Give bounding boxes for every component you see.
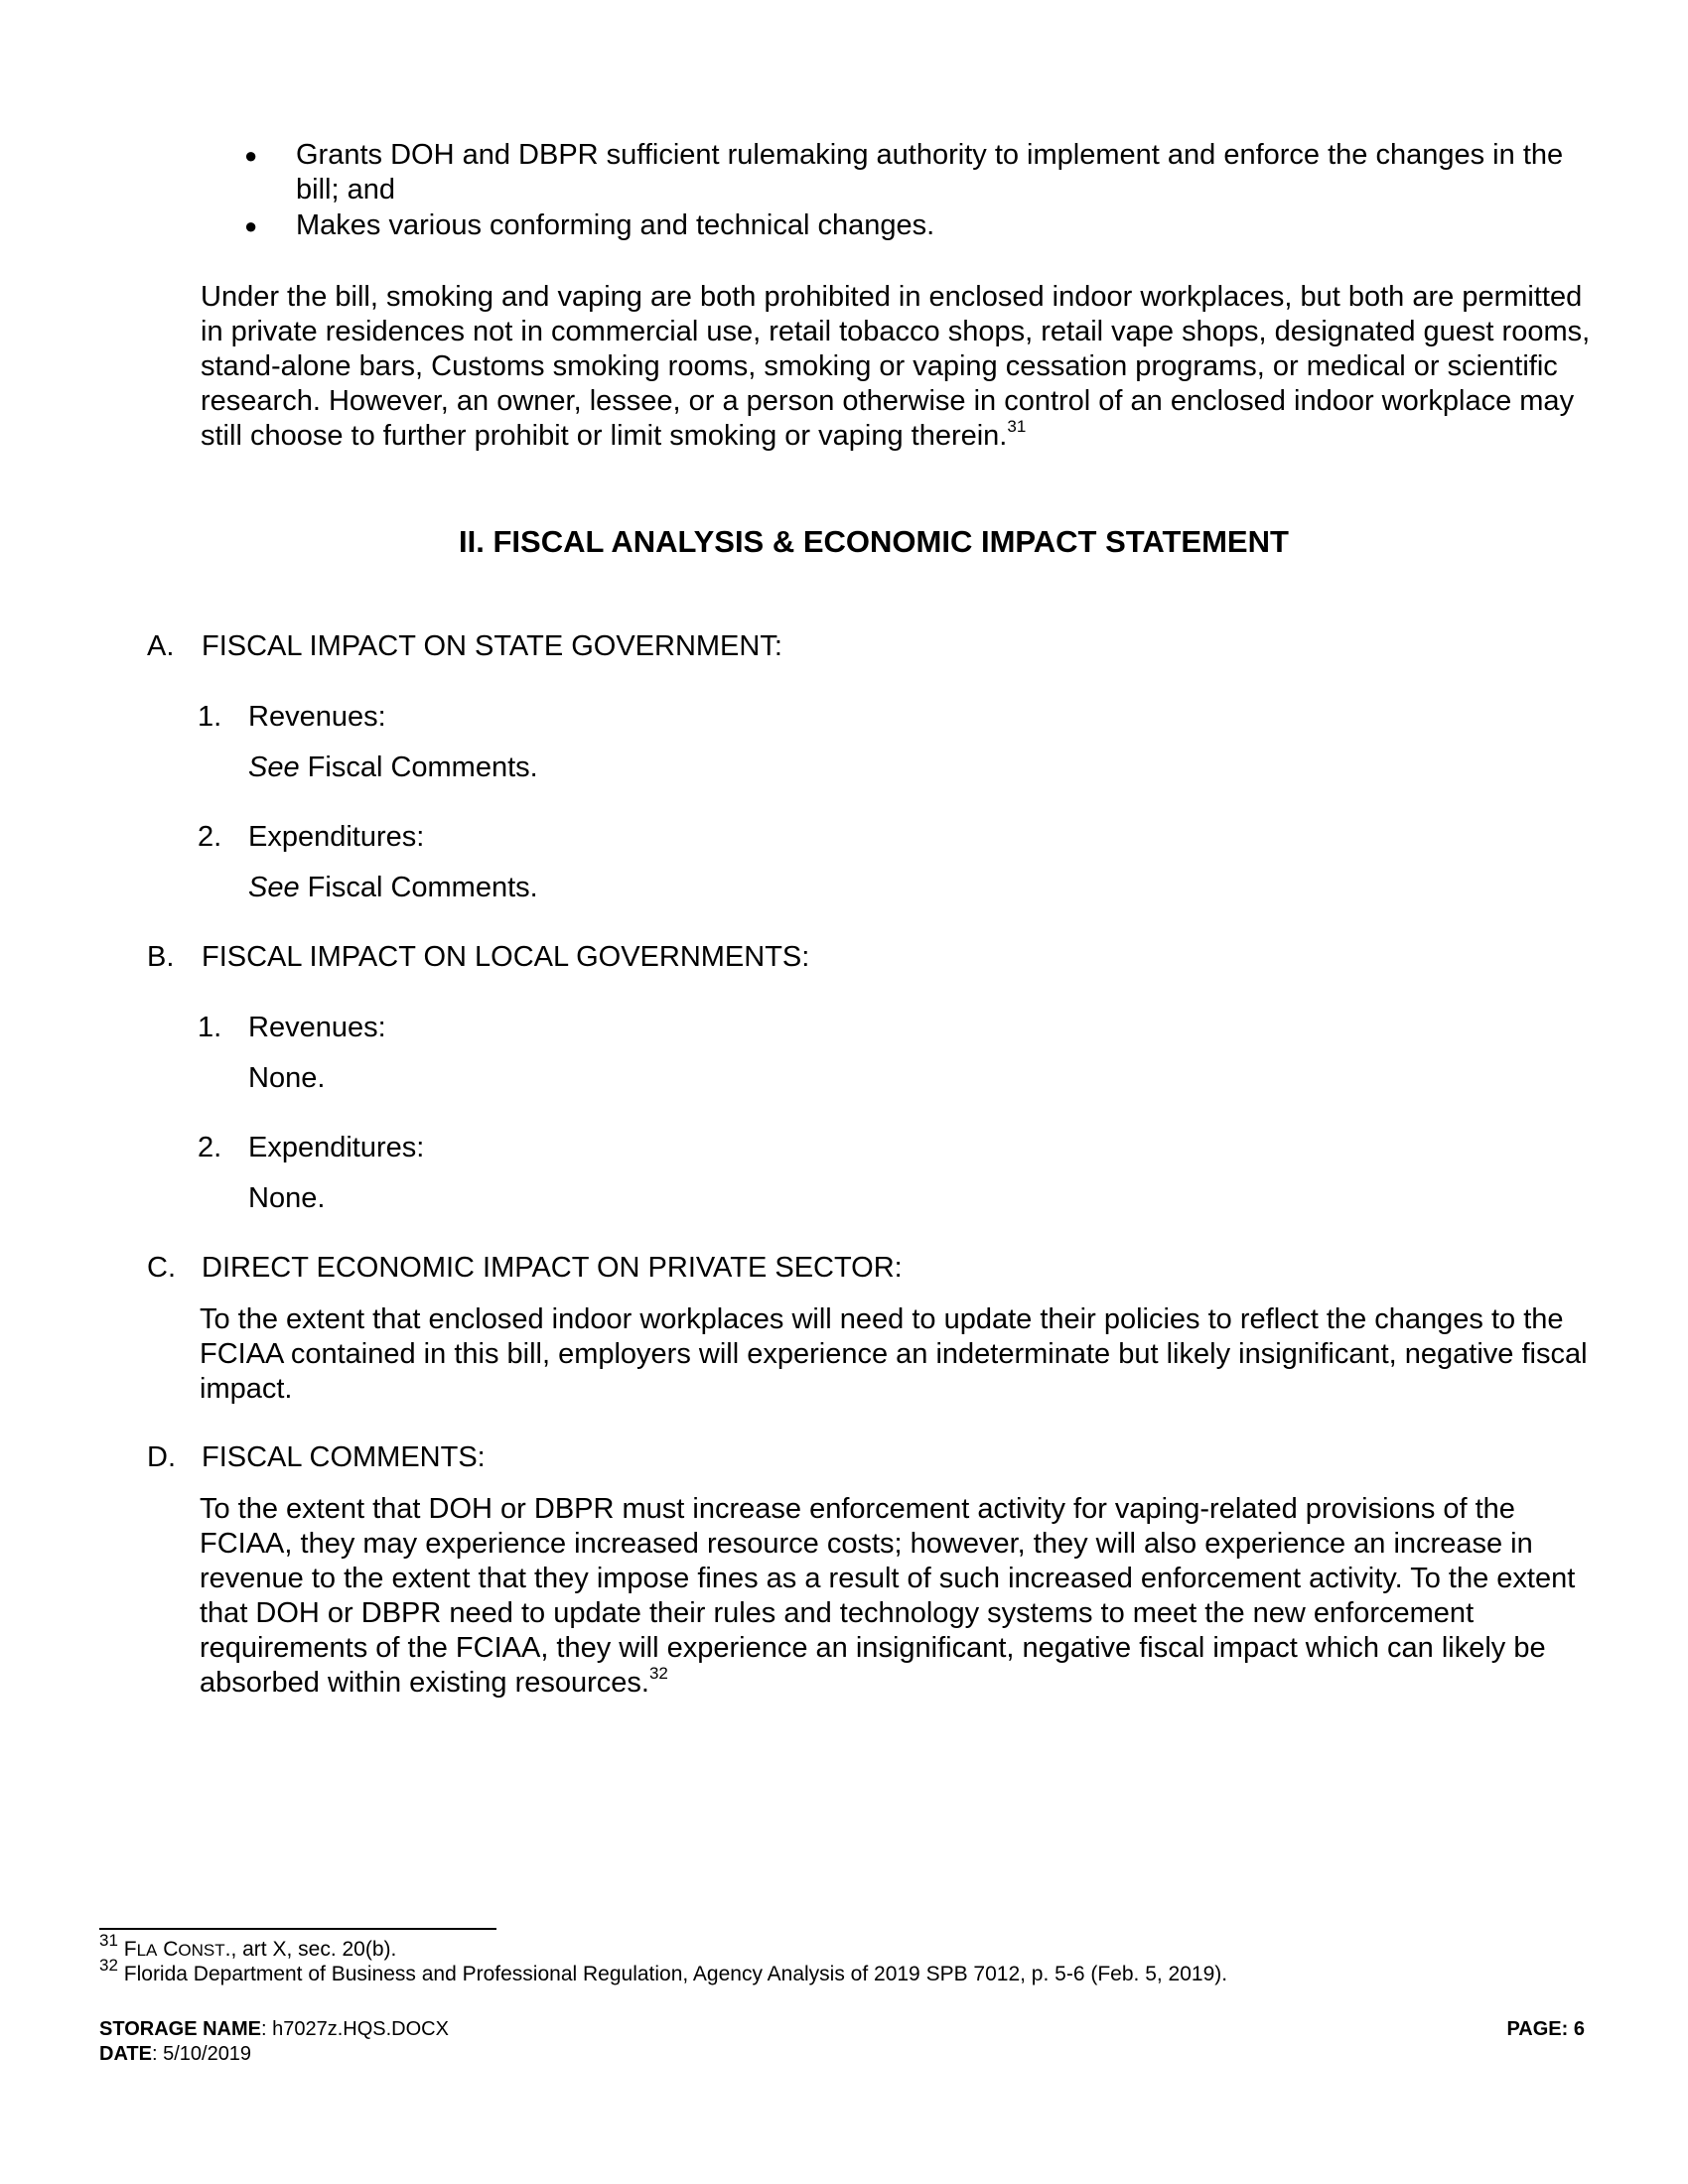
bullet-text: Makes various conforming and technical changes.	[296, 209, 935, 241]
fiscal-comments-text: Fiscal Comments.	[299, 872, 538, 903]
see-text: See	[248, 872, 300, 903]
storage-name-label: STORAGE NAME	[99, 2018, 261, 2040]
item-number: 2.	[198, 1132, 222, 1163]
bullet-dot-icon: ●	[244, 213, 258, 238]
local-revenues-heading	[198, 1011, 386, 1045]
local-expenditures-heading	[198, 1131, 424, 1165]
storage-name-value: : h7027z.HQS.DOCX	[260, 2018, 449, 2040]
item-label: Expenditures:	[248, 1132, 425, 1163]
footnote-ref-31[interactable]: 31	[1007, 417, 1027, 437]
bullet-list	[244, 138, 1585, 244]
bullet-text: Grants DOH and DBPR sufficient rulemaking authority to implement and enforce the changes in the bill; and	[296, 139, 1564, 205]
date-value: : 5/10/2019	[151, 2043, 252, 2065]
date-label: DATE	[99, 2043, 152, 2065]
subsection-title: DIRECT ECONOMIC IMPACT ON PRIVATE SECTOR:	[202, 1252, 903, 1284]
local-expenditures-value: None.	[248, 1182, 326, 1214]
item-label: Expenditures:	[248, 821, 425, 853]
storage-name-line	[99, 2017, 449, 2042]
bullet-dot-icon: ●	[244, 143, 258, 168]
footnote-ref-32[interactable]: 32	[648, 1664, 668, 1684]
state-expenditures-value	[248, 871, 538, 905]
state-expenditures-heading	[198, 820, 424, 855]
intro-paragraph	[201, 280, 1591, 454]
subsection-letter: D.	[147, 1441, 176, 1473]
page-number: PAGE: 6	[1506, 2018, 1585, 2040]
subsection-title: FISCAL IMPACT ON LOCAL GOVERNMENTS:	[202, 941, 810, 973]
footnote-const-smallcaps: ONST	[178, 1941, 225, 1960]
page-footer-left	[99, 2017, 449, 2067]
footnote-text: Florida Department of Business and Professional Regulation, Agency Analysis of 2019 SPB 7012, p. 5-6 (Feb. 5, 2019).	[123, 1963, 1228, 1985]
intro-text: Under the bill, smoking and vaping are both prohibited in enclosed indoor workplaces, but both are permitted in private residences not in commercial use, retail tobacco shops, retail vape shops, designated guest rooms, stand-alone bars, Customs smoking rooms, smoking or vaping cessation programs, or medical or scientific research. However, an owner, lessee, or a person otherwise in control of an enclosed indoor workplace may still choose to further prohibit or limit smoking or vaping therein.	[201, 281, 1591, 452]
subsection-b-heading	[147, 940, 809, 975]
footnote-number: 32	[99, 1956, 118, 1975]
fiscal-comments-text: To the extent that DOH or DBPR must increase enforcement activity for vaping-related provisions of the FCIAA, they may experience increased resource costs; however, they will also experience an increase in revenue to the extent that they impose fines as a result of such increased enforcement activity. To the extent that DOH or DBPR need to update their rules and technology systems to meet the new enforcement requirements of the FCIAA, they will experience an insignificant, negative fiscal impact which can likely be absorbed within existing resources.	[200, 1493, 1576, 1699]
section-heading: II. FISCAL ANALYSIS & ECONOMIC IMPACT STATEMENT	[459, 524, 1289, 559]
footnote-const-initial: C	[157, 1938, 179, 1961]
footnote-fla-smallcaps: LA	[136, 1941, 158, 1960]
footnote-number: 31	[99, 1931, 118, 1950]
bullet-item	[244, 208, 1585, 243]
see-text: See	[248, 751, 300, 783]
subsection-letter: B.	[147, 941, 175, 973]
footnote-separator	[99, 1928, 496, 1930]
item-number: 2.	[198, 821, 222, 853]
bullet-item	[244, 138, 1585, 207]
footnote-31	[99, 1931, 397, 1963]
footnote-fla-initial: F	[123, 1938, 137, 1961]
item-number: 1.	[198, 701, 222, 733]
state-revenues-value	[248, 751, 538, 785]
subsection-title: FISCAL IMPACT ON STATE GOVERNMENT:	[202, 630, 782, 662]
subsection-c-heading	[147, 1251, 903, 1286]
subsection-a-heading	[147, 629, 782, 664]
footnote-32	[99, 1956, 1228, 1986]
item-number: 1.	[198, 1012, 222, 1043]
subsection-title: FISCAL COMMENTS:	[202, 1441, 486, 1473]
private-sector-paragraph: To the extent that enclosed indoor workplaces will need to update their policies to reflect the changes to the FCIAA contained in this bill, employers will experience an indeterminate but likely insignificant, negative fiscal impact.	[200, 1303, 1588, 1405]
footnote-citation: ., art X, sec. 20(b).	[224, 1938, 397, 1961]
date-line	[99, 2042, 449, 2067]
subsection-letter: A.	[147, 630, 175, 662]
fiscal-comments-paragraph	[200, 1492, 1590, 1701]
local-revenues-value: None.	[248, 1062, 326, 1094]
subsection-letter: C.	[147, 1252, 176, 1284]
item-label: Revenues:	[248, 701, 386, 733]
subsection-d-heading	[147, 1440, 486, 1475]
item-label: Revenues:	[248, 1012, 386, 1043]
fiscal-comments-text: Fiscal Comments.	[299, 751, 538, 783]
state-revenues-heading	[198, 700, 386, 735]
